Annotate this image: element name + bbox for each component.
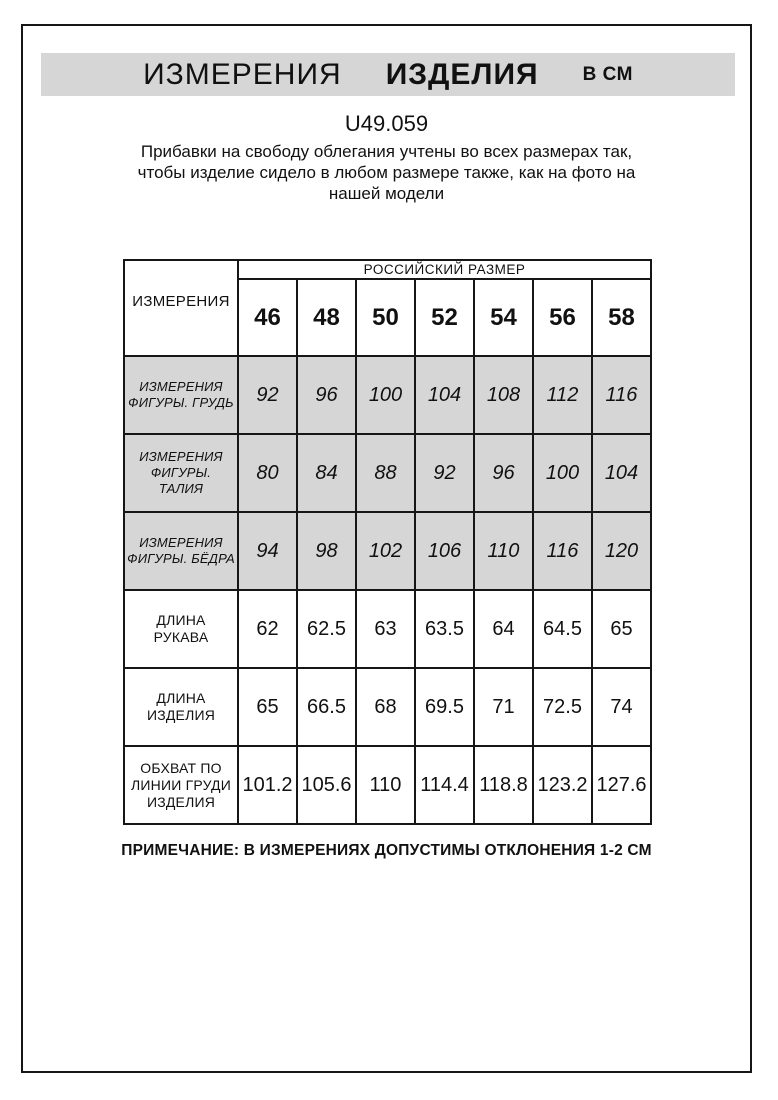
size-column-header: 46 bbox=[238, 279, 297, 356]
table-corner-label: ИЗМЕРЕНИЯ bbox=[124, 260, 238, 356]
table-row bbox=[124, 434, 651, 512]
row-label: ИЗМЕРЕНИЯ ФИГУРЫ. ГРУДЬ bbox=[124, 356, 238, 434]
value-cell: 108 bbox=[474, 356, 533, 434]
value-cell: 92 bbox=[415, 434, 474, 512]
table-row bbox=[124, 746, 651, 824]
row-label: ИЗМЕРЕНИЯ ФИГУРЫ. БЁДРА bbox=[124, 512, 238, 590]
table-row bbox=[124, 590, 651, 668]
value-cell: 100 bbox=[533, 434, 592, 512]
product-code: U49.059 bbox=[344, 111, 429, 136]
measurements-tbody bbox=[124, 356, 651, 824]
subtitle-line: нашей модели bbox=[328, 184, 445, 203]
value-cell: 123.2 bbox=[533, 746, 592, 824]
value-cell: 66.5 bbox=[297, 668, 356, 746]
value-cell: 63.5 bbox=[415, 590, 474, 668]
value-cell: 104 bbox=[592, 434, 651, 512]
value-cell: 84 bbox=[297, 434, 356, 512]
size-group-row bbox=[124, 260, 651, 279]
value-cell: 101.2 bbox=[238, 746, 297, 824]
value-cell: 69.5 bbox=[415, 668, 474, 746]
size-column-header: 52 bbox=[415, 279, 474, 356]
value-cell: 116 bbox=[592, 356, 651, 434]
size-column-header: 48 bbox=[297, 279, 356, 356]
row-label: ДЛИНА РУКАВА bbox=[124, 590, 238, 668]
title-unit: В СМ bbox=[582, 63, 633, 85]
value-cell: 100 bbox=[356, 356, 415, 434]
value-cell: 65 bbox=[592, 590, 651, 668]
subtitle-line: Прибавки на свободу облегания учтены во всех размерах так, bbox=[140, 142, 633, 161]
value-cell: 92 bbox=[238, 356, 297, 434]
value-cell: 120 bbox=[592, 512, 651, 590]
value-cell: 64.5 bbox=[533, 590, 592, 668]
value-cell: 114.4 bbox=[415, 746, 474, 824]
size-group-header: РОССИЙСКИЙ РАЗМЕР bbox=[238, 260, 651, 279]
footnote: ПРИМЕЧАНИЕ: В ИЗМЕРЕНИЯХ ДОПУСТИМЫ ОТКЛОНЕНИЯ 1-2 СМ bbox=[121, 842, 652, 859]
title-measurements: ИЗМЕРЕНИЯ bbox=[143, 57, 342, 91]
size-table bbox=[123, 259, 652, 825]
value-cell: 64 bbox=[474, 590, 533, 668]
size-column-header: 56 bbox=[533, 279, 592, 356]
value-cell: 63 bbox=[356, 590, 415, 668]
size-column-header: 50 bbox=[356, 279, 415, 356]
value-cell: 106 bbox=[415, 512, 474, 590]
value-cell: 112 bbox=[533, 356, 592, 434]
size-column-header: 54 bbox=[474, 279, 533, 356]
page-border bbox=[21, 24, 752, 1073]
value-cell: 72.5 bbox=[533, 668, 592, 746]
value-cell: 65 bbox=[238, 668, 297, 746]
value-cell: 88 bbox=[356, 434, 415, 512]
value-cell: 110 bbox=[356, 746, 415, 824]
value-cell: 104 bbox=[415, 356, 474, 434]
title-product: ИЗДЕЛИЯ bbox=[385, 57, 539, 91]
value-cell: 98 bbox=[297, 512, 356, 590]
value-cell: 105.6 bbox=[297, 746, 356, 824]
value-cell: 80 bbox=[238, 434, 297, 512]
value-cell: 118.8 bbox=[474, 746, 533, 824]
value-cell: 71 bbox=[474, 668, 533, 746]
subtitle-line: чтобы изделие сидело в любом размере также, как на фото на bbox=[137, 163, 636, 182]
title-bar bbox=[41, 53, 735, 96]
row-label: ДЛИНА ИЗДЕЛИЯ bbox=[124, 668, 238, 746]
value-cell: 102 bbox=[356, 512, 415, 590]
value-cell: 68 bbox=[356, 668, 415, 746]
size-column-header: 58 bbox=[592, 279, 651, 356]
value-cell: 62.5 bbox=[297, 590, 356, 668]
value-cell: 62 bbox=[238, 590, 297, 668]
value-cell: 116 bbox=[533, 512, 592, 590]
value-cell: 94 bbox=[238, 512, 297, 590]
value-cell: 110 bbox=[474, 512, 533, 590]
value-cell: 74 bbox=[592, 668, 651, 746]
subtitle bbox=[23, 141, 750, 204]
row-label: ОБХВАТ ПО ЛИНИИ ГРУДИ ИЗДЕЛИЯ bbox=[124, 746, 238, 824]
table-row bbox=[124, 356, 651, 434]
table-row bbox=[124, 668, 651, 746]
value-cell: 127.6 bbox=[592, 746, 651, 824]
value-cell: 96 bbox=[474, 434, 533, 512]
row-label: ИЗМЕРЕНИЯ ФИГУРЫ. ТАЛИЯ bbox=[124, 434, 238, 512]
table-row bbox=[124, 512, 651, 590]
value-cell: 96 bbox=[297, 356, 356, 434]
